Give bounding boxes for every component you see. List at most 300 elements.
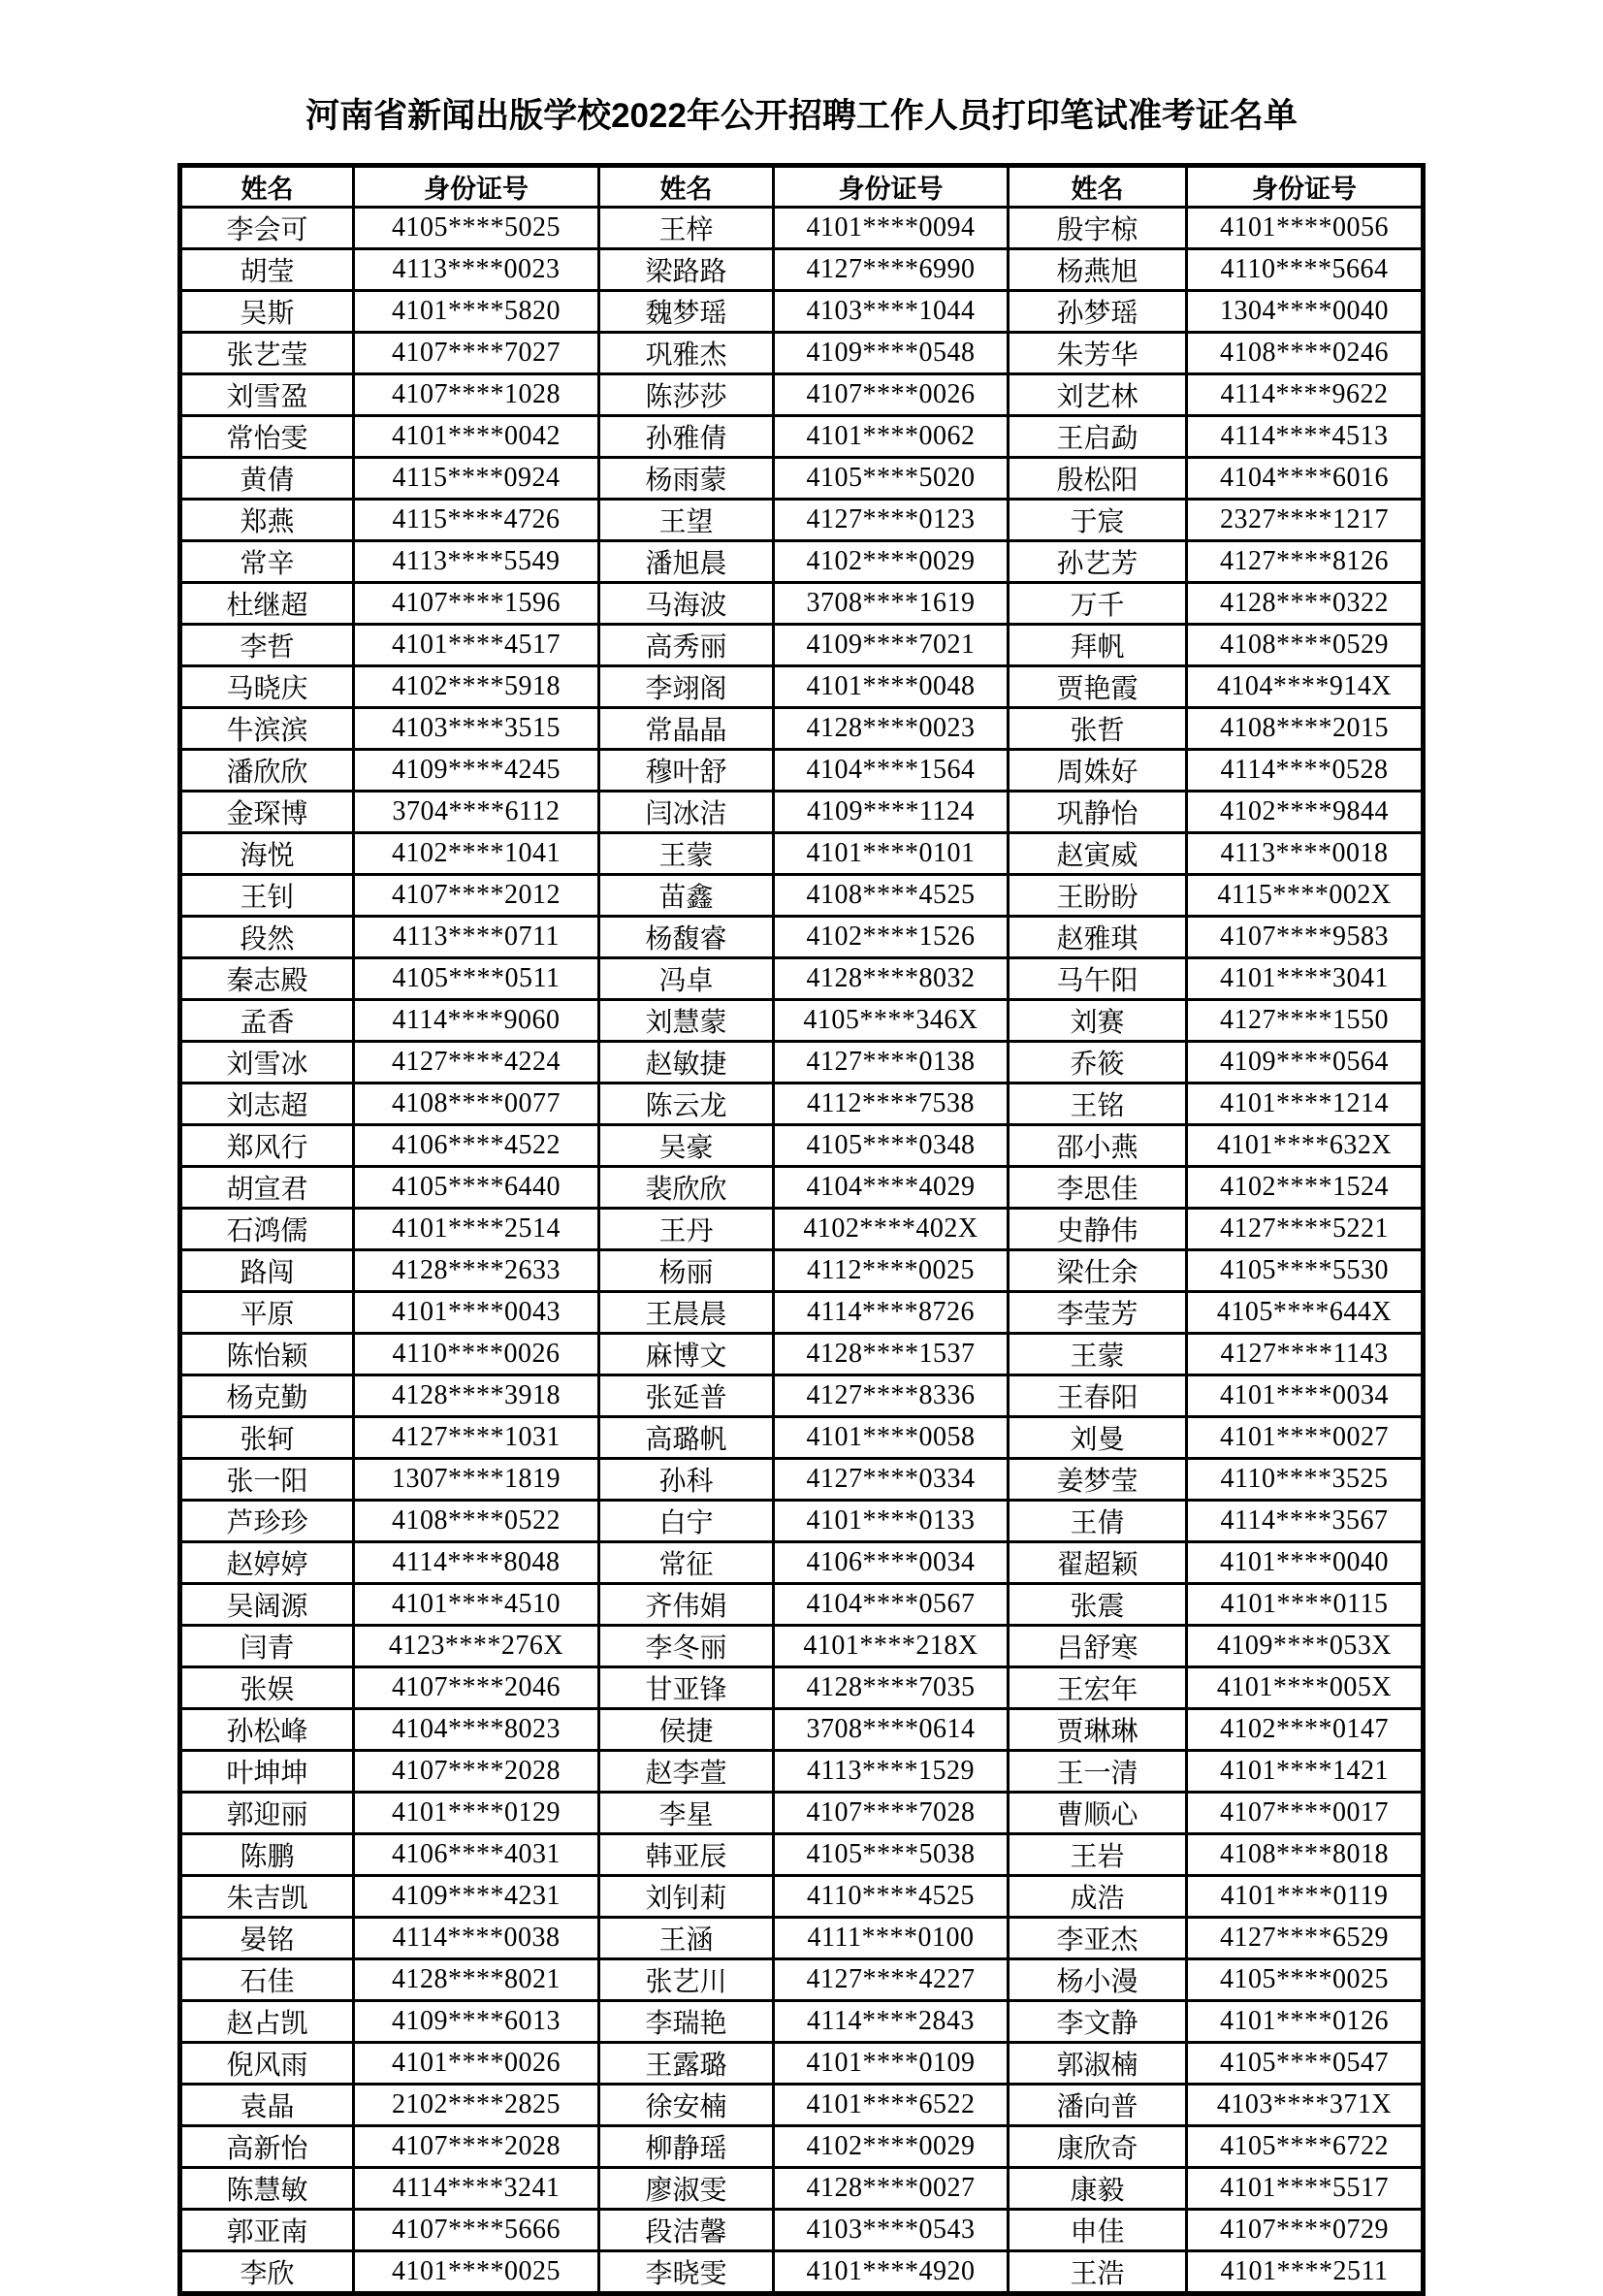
- id-cell: 4102****9844: [1187, 791, 1424, 832]
- table-row: [180, 1875, 1424, 1917]
- name-cell: 张艺莹: [180, 332, 354, 373]
- id-cell: 4106****0034: [774, 1541, 1009, 1583]
- name-cell: 张哲: [1009, 707, 1187, 749]
- id-cell: 4127****4224: [354, 1041, 599, 1083]
- name-cell: 李星: [599, 1792, 774, 1833]
- id-cell: 4103****0543: [774, 2209, 1009, 2250]
- name-cell: 王丹: [599, 1208, 774, 1249]
- id-cell: 4103****1044: [774, 290, 1009, 332]
- id-cell: 4115****0924: [354, 457, 599, 499]
- name-cell: 翟超颖: [1009, 1541, 1187, 1583]
- id-cell: 4114****9060: [354, 999, 599, 1041]
- id-cell: 4127****8126: [1187, 540, 1424, 582]
- name-cell: 王宏年: [1009, 1666, 1187, 1708]
- id-cell: 4104****4029: [774, 1166, 1009, 1208]
- id-cell: 4108****2015: [1187, 707, 1424, 749]
- id-cell: 4123****276X: [354, 1625, 599, 1666]
- name-cell: 赵寅威: [1009, 832, 1187, 874]
- table-row: [180, 1208, 1424, 1249]
- name-cell: 李瑞艳: [599, 2000, 774, 2042]
- name-cell: 石鸿儒: [180, 1208, 354, 1249]
- id-cell: 4108****0246: [1187, 332, 1424, 373]
- name-cell: 麻博文: [599, 1333, 774, 1374]
- id-cell: 4114****4513: [1187, 415, 1424, 457]
- name-cell: 巩雅杰: [599, 332, 774, 373]
- id-cell: 4127****0334: [774, 1458, 1009, 1500]
- table-row: [180, 999, 1424, 1041]
- column-header-name: 姓名: [180, 165, 354, 207]
- id-cell: 4114****8048: [354, 1541, 599, 1583]
- table-row: [180, 2042, 1424, 2084]
- name-cell: 王一清: [1009, 1750, 1187, 1792]
- table-row: [180, 665, 1424, 707]
- id-cell: 4128****7035: [774, 1666, 1009, 1708]
- name-cell: 穆叶舒: [599, 749, 774, 791]
- admission-ticket-roster-table: [177, 163, 1426, 2296]
- name-cell: 王春阳: [1009, 1374, 1187, 1416]
- name-cell: 刘曼: [1009, 1416, 1187, 1458]
- name-cell: 李翊阁: [599, 665, 774, 707]
- name-cell: 闫青: [180, 1625, 354, 1666]
- name-cell: 郭淑楠: [1009, 2042, 1187, 2084]
- name-cell: 陈慧敏: [180, 2167, 354, 2209]
- name-cell: 郑燕: [180, 499, 354, 540]
- table-row: [180, 373, 1424, 415]
- name-cell: 潘旭晨: [599, 540, 774, 582]
- id-cell: 4101****0129: [354, 1792, 599, 1833]
- column-header-id: 身份证号: [1187, 165, 1424, 207]
- name-cell: 刘慧蒙: [599, 999, 774, 1041]
- id-cell: 4101****1214: [1187, 1083, 1424, 1124]
- name-cell: 孙科: [599, 1458, 774, 1500]
- column-header-name: 姓名: [599, 165, 774, 207]
- name-cell: 晏铭: [180, 1917, 354, 1958]
- id-cell: 4114****2843: [774, 2000, 1009, 2042]
- id-cell: 4103****371X: [1187, 2084, 1424, 2125]
- id-cell: 4107****7028: [774, 1792, 1009, 1833]
- name-cell: 梁仕余: [1009, 1249, 1187, 1291]
- id-cell: 4127****1550: [1187, 999, 1424, 1041]
- id-cell: 4101****4920: [774, 2250, 1009, 2293]
- name-cell: 陈莎莎: [599, 373, 774, 415]
- name-cell: 刘赛: [1009, 999, 1187, 1041]
- table-row: [180, 582, 1424, 624]
- name-cell: 潘向普: [1009, 2084, 1187, 2125]
- id-cell: 4101****0034: [1187, 1374, 1424, 1416]
- name-cell: 高璐帆: [599, 1416, 774, 1458]
- name-cell: 郭迎丽: [180, 1792, 354, 1833]
- name-cell: 段然: [180, 916, 354, 957]
- name-cell: 郭亚南: [180, 2209, 354, 2250]
- name-cell: 赵雅琪: [1009, 916, 1187, 957]
- id-cell: 4101****0043: [354, 1291, 599, 1333]
- table-row: [180, 207, 1424, 248]
- name-cell: 乔筱: [1009, 1041, 1187, 1083]
- table-row: [180, 1958, 1424, 2000]
- name-cell: 姜梦莹: [1009, 1458, 1187, 1500]
- name-cell: 赵敏捷: [599, 1041, 774, 1083]
- name-cell: 杨雨蒙: [599, 457, 774, 499]
- name-cell: 张震: [1009, 1583, 1187, 1625]
- name-cell: 齐伟娟: [599, 1583, 774, 1625]
- name-cell: 段洁馨: [599, 2209, 774, 2250]
- name-cell: 王钊: [180, 874, 354, 916]
- table-row: [180, 1458, 1424, 1500]
- table-row: [180, 1708, 1424, 1750]
- name-cell: 朱芳华: [1009, 332, 1187, 373]
- name-cell: 韩亚辰: [599, 1833, 774, 1875]
- id-cell: 4101****0058: [774, 1416, 1009, 1458]
- id-cell: 1304****0040: [1187, 290, 1424, 332]
- name-cell: 王浩: [1009, 2250, 1187, 2293]
- table-row: [180, 1041, 1424, 1083]
- id-cell: 4114****3567: [1187, 1500, 1424, 1541]
- id-cell: 4108****0522: [354, 1500, 599, 1541]
- id-cell: 4108****4525: [774, 874, 1009, 916]
- name-cell: 刘雪冰: [180, 1041, 354, 1083]
- name-cell: 孙雅倩: [599, 415, 774, 457]
- id-cell: 4101****0062: [774, 415, 1009, 457]
- name-cell: 王盼盼: [1009, 874, 1187, 916]
- id-cell: 4101****0040: [1187, 1541, 1424, 1583]
- id-cell: 4107****2028: [354, 2125, 599, 2167]
- id-cell: 4105****644X: [1187, 1291, 1424, 1333]
- name-cell: 张延普: [599, 1374, 774, 1416]
- table-row: [180, 1583, 1424, 1625]
- id-cell: 4107****2046: [354, 1666, 599, 1708]
- table-row: [180, 749, 1424, 791]
- id-cell: 4102****5918: [354, 665, 599, 707]
- name-cell: 高秀丽: [599, 624, 774, 665]
- table-row: [180, 499, 1424, 540]
- name-cell: 王梓: [599, 207, 774, 248]
- id-cell: 4101****0115: [1187, 1583, 1424, 1625]
- name-cell: 叶坤坤: [180, 1750, 354, 1792]
- id-cell: 4110****5664: [1187, 248, 1424, 290]
- name-cell: 杨丽: [599, 1249, 774, 1291]
- name-cell: 赵李萱: [599, 1750, 774, 1792]
- id-cell: 4101****5517: [1187, 2167, 1424, 2209]
- id-cell: 4115****002X: [1187, 874, 1424, 916]
- name-cell: 朱吉凯: [180, 1875, 354, 1917]
- name-cell: 杜继超: [180, 582, 354, 624]
- id-cell: 4101****4517: [354, 624, 599, 665]
- name-cell: 王涵: [599, 1917, 774, 1958]
- id-cell: 4128****0027: [774, 2167, 1009, 2209]
- name-cell: 王铭: [1009, 1083, 1187, 1124]
- id-cell: 4113****5549: [354, 540, 599, 582]
- id-cell: 4108****0077: [354, 1083, 599, 1124]
- name-cell: 常征: [599, 1541, 774, 1583]
- id-cell: 4114****0528: [1187, 749, 1424, 791]
- name-cell: 万千: [1009, 582, 1187, 624]
- page-title: 河南省新闻出版学校2022年公开招聘工作人员打印笔试准考证名单: [305, 97, 1298, 135]
- table-row: [180, 1249, 1424, 1291]
- id-cell: 4102****1041: [354, 832, 599, 874]
- id-cell: 4101****632X: [1187, 1124, 1424, 1166]
- id-cell: 4114****0038: [354, 1917, 599, 1958]
- id-cell: 4104****0567: [774, 1583, 1009, 1625]
- name-cell: 刘艺林: [1009, 373, 1187, 415]
- id-cell: 4107****0017: [1187, 1792, 1424, 1833]
- table-row: [180, 1750, 1424, 1792]
- name-cell: 倪风雨: [180, 2042, 354, 2084]
- name-cell: 巩静怡: [1009, 791, 1187, 832]
- id-cell: 4102****1526: [774, 916, 1009, 957]
- name-cell: 高新怡: [180, 2125, 354, 2167]
- table-row: [180, 1083, 1424, 1124]
- id-cell: 4105****346X: [774, 999, 1009, 1041]
- id-cell: 4105****5025: [354, 207, 599, 248]
- name-cell: 马海波: [599, 582, 774, 624]
- name-cell: 常辛: [180, 540, 354, 582]
- id-cell: 4127****6529: [1187, 1917, 1424, 1958]
- name-cell: 马晓庆: [180, 665, 354, 707]
- table-row: [180, 2000, 1424, 2042]
- id-cell: 4101****0109: [774, 2042, 1009, 2084]
- name-cell: 申佳: [1009, 2209, 1187, 2250]
- column-header-id: 身份证号: [774, 165, 1009, 207]
- id-cell: 4108****8018: [1187, 1833, 1424, 1875]
- name-cell: 杨小漫: [1009, 1958, 1187, 2000]
- name-cell: 石佳: [180, 1958, 354, 2000]
- header-row: [180, 165, 1424, 207]
- name-cell: 冯卓: [599, 957, 774, 999]
- id-cell: 4101****3041: [1187, 957, 1424, 999]
- id-cell: 4101****0126: [1187, 2000, 1424, 2042]
- id-cell: 4101****0133: [774, 1500, 1009, 1541]
- table-row: [180, 957, 1424, 999]
- id-cell: 4107****2028: [354, 1750, 599, 1792]
- name-cell: 牛滨滨: [180, 707, 354, 749]
- id-cell: 4107****0026: [774, 373, 1009, 415]
- id-cell: 4127****1031: [354, 1416, 599, 1458]
- name-cell: 刘钊莉: [599, 1875, 774, 1917]
- name-cell: 孟香: [180, 999, 354, 1041]
- table-row: [180, 1541, 1424, 1583]
- id-cell: 4107****2012: [354, 874, 599, 916]
- name-cell: 平原: [180, 1291, 354, 1333]
- id-cell: 4128****8032: [774, 957, 1009, 999]
- id-cell: 4101****0026: [354, 2042, 599, 2084]
- name-cell: 李晓雯: [599, 2250, 774, 2293]
- name-cell: 孙艺芳: [1009, 540, 1187, 582]
- name-cell: 刘雪盈: [180, 373, 354, 415]
- table-row: [180, 791, 1424, 832]
- table-row: [180, 1917, 1424, 1958]
- table-row: [180, 1666, 1424, 1708]
- id-cell: 4105****0025: [1187, 1958, 1424, 2000]
- name-cell: 杨克勤: [180, 1374, 354, 1416]
- name-cell: 王蒙: [599, 832, 774, 874]
- name-cell: 陈怡颖: [180, 1333, 354, 1374]
- id-cell: 4104****6016: [1187, 457, 1424, 499]
- id-cell: 4102****1524: [1187, 1166, 1424, 1208]
- table-row: [180, 1833, 1424, 1875]
- name-cell: 康毅: [1009, 2167, 1187, 2209]
- id-cell: 4128****2633: [354, 1249, 599, 1291]
- name-cell: 甘亚锋: [599, 1666, 774, 1708]
- id-cell: 4102****0029: [774, 540, 1009, 582]
- table-row: [180, 2084, 1424, 2125]
- name-cell: 成浩: [1009, 1875, 1187, 1917]
- name-cell: 胡宣君: [180, 1166, 354, 1208]
- name-cell: 郑风行: [180, 1124, 354, 1166]
- name-cell: 吴斯: [180, 290, 354, 332]
- id-cell: 4113****0711: [354, 916, 599, 957]
- id-cell: 4102****402X: [774, 1208, 1009, 1249]
- name-cell: 孙松峰: [180, 1708, 354, 1750]
- id-cell: 4103****3515: [354, 707, 599, 749]
- table-row: [180, 248, 1424, 290]
- table-row: [180, 1124, 1424, 1166]
- name-cell: 陈云龙: [599, 1083, 774, 1124]
- name-cell: 李莹芳: [1009, 1291, 1187, 1333]
- id-cell: 4105****0348: [774, 1124, 1009, 1166]
- id-cell: 4110****4525: [774, 1875, 1009, 1917]
- name-cell: 杨馥睿: [599, 916, 774, 957]
- table-row: [180, 1625, 1424, 1666]
- name-cell: 李思佳: [1009, 1166, 1187, 1208]
- id-cell: 4110****3525: [1187, 1458, 1424, 1500]
- name-cell: 张轲: [180, 1416, 354, 1458]
- name-cell: 路闯: [180, 1249, 354, 1291]
- table-row: [180, 916, 1424, 957]
- name-cell: 王露璐: [599, 2042, 774, 2084]
- id-cell: 4128****0023: [774, 707, 1009, 749]
- name-cell: 张娱: [180, 1666, 354, 1708]
- name-cell: 芦珍珍: [180, 1500, 354, 1541]
- table-row: [180, 2209, 1424, 2250]
- id-cell: 4127****1143: [1187, 1333, 1424, 1374]
- name-cell: 常晶晶: [599, 707, 774, 749]
- name-cell: 李会可: [180, 207, 354, 248]
- table-row: [180, 2167, 1424, 2209]
- name-cell: 常怡雯: [180, 415, 354, 457]
- name-cell: 王蒙: [1009, 1333, 1187, 1374]
- id-cell: 4101****0094: [774, 207, 1009, 248]
- id-cell: 4101****1421: [1187, 1750, 1424, 1792]
- id-cell: 4109****6013: [354, 2000, 599, 2042]
- name-cell: 张一阳: [180, 1458, 354, 1500]
- id-cell: 4101****005X: [1187, 1666, 1424, 1708]
- table-header: [180, 165, 1424, 207]
- name-cell: 潘欣欣: [180, 749, 354, 791]
- name-cell: 史静伟: [1009, 1208, 1187, 1249]
- id-cell: 4113****0018: [1187, 832, 1424, 874]
- id-cell: 4109****7021: [774, 624, 1009, 665]
- id-cell: 1307****1819: [354, 1458, 599, 1500]
- id-cell: 4127****4227: [774, 1958, 1009, 2000]
- table-row: [180, 832, 1424, 874]
- id-cell: 4109****053X: [1187, 1625, 1424, 1666]
- id-cell: 4104****1564: [774, 749, 1009, 791]
- id-cell: 4101****0056: [1187, 207, 1424, 248]
- table-row: [180, 2125, 1424, 2167]
- name-cell: 贾琳琳: [1009, 1708, 1187, 1750]
- id-cell: 4128****3918: [354, 1374, 599, 1416]
- id-cell: 4112****0025: [774, 1249, 1009, 1291]
- name-cell: 吴阔源: [180, 1583, 354, 1625]
- id-cell: 3708****0614: [774, 1708, 1009, 1750]
- id-cell: 4127****8336: [774, 1374, 1009, 1416]
- id-cell: 4101****218X: [774, 1625, 1009, 1666]
- id-cell: 4114****9622: [1187, 373, 1424, 415]
- id-cell: 4105****6440: [354, 1166, 599, 1208]
- table-row: [180, 1166, 1424, 1208]
- id-cell: 4107****1596: [354, 582, 599, 624]
- name-cell: 李亚杰: [1009, 1917, 1187, 1958]
- name-cell: 李冬丽: [599, 1625, 774, 1666]
- name-cell: 杨燕旭: [1009, 248, 1187, 290]
- id-cell: 4101****0027: [1187, 1416, 1424, 1458]
- name-cell: 周姝好: [1009, 749, 1187, 791]
- id-cell: 3708****1619: [774, 582, 1009, 624]
- id-cell: 4114****3241: [354, 2167, 599, 2209]
- id-cell: 4111****0100: [774, 1917, 1009, 1958]
- table-row: [180, 707, 1424, 749]
- id-cell: 4107****5666: [354, 2209, 599, 2250]
- table-row: [180, 540, 1424, 582]
- id-cell: 4113****0023: [354, 248, 599, 290]
- id-cell: 4127****0123: [774, 499, 1009, 540]
- table-row: [180, 1500, 1424, 1541]
- id-cell: 4109****4245: [354, 749, 599, 791]
- table-row: [180, 874, 1424, 916]
- id-cell: 4107****9583: [1187, 916, 1424, 957]
- name-cell: 柳静瑶: [599, 2125, 774, 2167]
- table-body: [180, 207, 1424, 2293]
- id-cell: 4105****5530: [1187, 1249, 1424, 1291]
- name-cell: 闫冰洁: [599, 791, 774, 832]
- id-cell: 4109****0548: [774, 332, 1009, 373]
- name-cell: 王倩: [1009, 1500, 1187, 1541]
- table-row: [180, 332, 1424, 373]
- table-row: [180, 1416, 1424, 1458]
- table-row: [180, 457, 1424, 499]
- id-cell: 4113****1529: [774, 1750, 1009, 1792]
- name-cell: 袁晶: [180, 2084, 354, 2125]
- name-cell: 贾艳霞: [1009, 665, 1187, 707]
- name-cell: 邵小燕: [1009, 1124, 1187, 1166]
- name-cell: 刘志超: [180, 1083, 354, 1124]
- id-cell: 4105****5020: [774, 457, 1009, 499]
- id-cell: 4107****7027: [354, 332, 599, 373]
- name-cell: 秦志殿: [180, 957, 354, 999]
- name-cell: 金琛博: [180, 791, 354, 832]
- name-cell: 李哲: [180, 624, 354, 665]
- id-cell: 4101****6522: [774, 2084, 1009, 2125]
- id-cell: 4101****2514: [354, 1208, 599, 1249]
- table-row: [180, 415, 1424, 457]
- name-cell: 李文静: [1009, 2000, 1187, 2042]
- name-cell: 王晨晨: [599, 1291, 774, 1333]
- name-cell: 康欣奇: [1009, 2125, 1187, 2167]
- table-row: [180, 1291, 1424, 1333]
- name-cell: 吴豪: [599, 1124, 774, 1166]
- name-cell: 张艺川: [599, 1958, 774, 2000]
- name-cell: 王启勐: [1009, 415, 1187, 457]
- id-cell: 4109****0564: [1187, 1041, 1424, 1083]
- name-cell: 廖淑雯: [599, 2167, 774, 2209]
- id-cell: 4128****8021: [354, 1958, 599, 2000]
- id-cell: 4105****0511: [354, 957, 599, 999]
- id-cell: 4101****0048: [774, 665, 1009, 707]
- name-cell: 殷宇椋: [1009, 207, 1187, 248]
- name-cell: 于宸: [1009, 499, 1187, 540]
- id-cell: 4127****0138: [774, 1041, 1009, 1083]
- name-cell: 裴欣欣: [599, 1166, 774, 1208]
